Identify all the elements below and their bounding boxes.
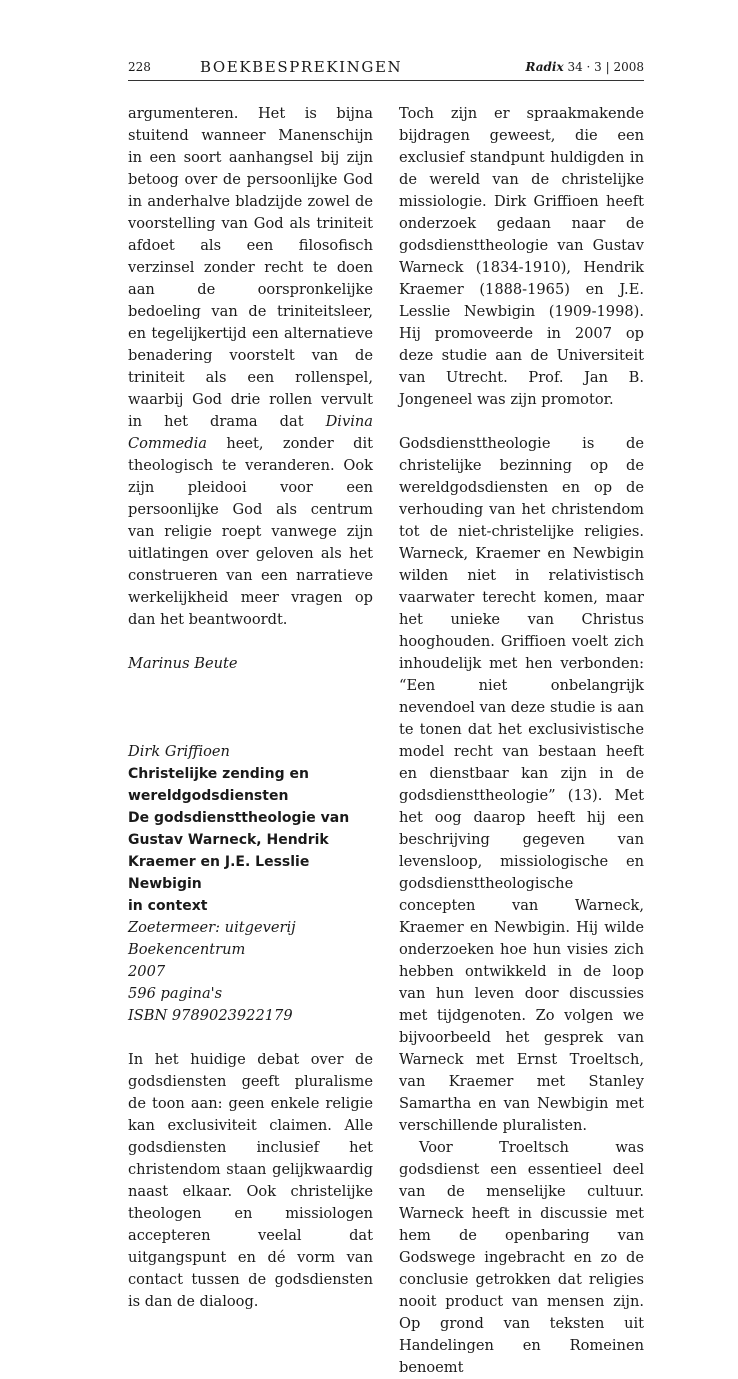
book-title-line: Christelijke zending en bbox=[128, 766, 309, 782]
left-column bbox=[128, 103, 373, 1313]
book-title-line: wereldgodsdiensten bbox=[128, 788, 289, 804]
section-gap bbox=[128, 675, 373, 741]
paragraph: Godsdiensttheologie is de christelijke bezinning op de wereldgodsdiensten en op de verhouding van het christendom tot de niet-christelijke religies. Warneck, Kraemer en Newbigin wilden niet in relativistisch vaarwater terecht komen, maar het unieke van Christus hooghouden. Griffioen voelt zich inhoudelijk met hen verbonden: “Een niet onbelangrijk nevendoel van deze studie is aan te tonen dat het exclusivistische model recht van bestaan heeft en dienstbaar kan zijn in de godsdiensttheologie” (13). Met het oog daarop heeft hij een beschrijving gegeven van levensloop, missiologische en godsdiensttheologische concepten van Warneck, Kraemer en Newbigin. Hij wilde onderzoeken hoe hun visies zich hebben ontwikkeld in de loop van hun leven door discussies met tijdgenoten. Zo volgen we bijvoorbeeld het gesprek van Warneck met Ernst Troeltsch, van Kraemer met Stanley Samartha en van Newbigin met verschillende pluralisten. bbox=[399, 435, 644, 1134]
continuation-end-text: heet, zonder dit theologisch te veranderen. Ook zijn pleidooi voor een persoonlijke God als centrum van religie roept vanwege zijn uitlatingen over geloven als het construeren van een narratieve werkelijkheid meer vragen op dan het beantwoordt. bbox=[128, 435, 373, 628]
book-pages: 596 pagina's bbox=[128, 985, 223, 1002]
paragraph: Toch zijn er spraakmakende bijdragen geweest, die een exclusief standpunt huldigden in de wereld van de christelijke missiologie. Dirk Griffioen heeft onderzoek gedaan naar de godsdiensttheologie van Gustav Warneck (1834-1910), Hendrik Kraemer (1888-1965) en J.E. Lesslie Newbigin (1909-1998). Hij promoveerde in 2007 op deze studie aan de Universiteit van Utrecht. Prof. Jan B. Jongeneel was zijn promotor. bbox=[399, 105, 644, 408]
book-isbn: ISBN 9789023922179 bbox=[128, 1007, 293, 1024]
book-title-line: De godsdiensttheologie van bbox=[128, 810, 350, 826]
book-author: Dirk Griffioen bbox=[128, 743, 230, 760]
book-publisher: Zoetermeer: uitgeverij Boekencentrum bbox=[128, 919, 296, 958]
book-title-line: Gustav Warneck, Hendrik bbox=[128, 832, 329, 848]
book-info bbox=[128, 741, 373, 1027]
work-title: Divina Commedia bbox=[128, 413, 373, 452]
reviewer-name: Marinus Beute bbox=[128, 655, 238, 672]
right-column bbox=[399, 103, 644, 1379]
book-year: 2007 bbox=[128, 963, 166, 980]
review-intro: In het huidige debat over de godsdiensten geeft pluralisme de toon aan: geen enkele religie kan exclusiviteit claimen. Alle godsdiensten inclusief het christendom staan gelijkwaardig naast elkaar. Ook christelijke theologen en missiologen accepteren veelal dat uitgangspunt en dé vorm van contact tussen de godsdiensten is dan de dialoog. bbox=[128, 1051, 373, 1310]
paragraph-gap bbox=[399, 411, 644, 433]
section-title: BOEKBESPREKINGEN bbox=[200, 58, 403, 76]
book-title-line: in context bbox=[128, 898, 208, 914]
book-title bbox=[128, 763, 373, 917]
journal-issue: 34 · 3 | 2008 bbox=[567, 60, 644, 74]
paragraph: Voor Troeltsch was godsdienst een essentieel deel van de menselijke cultuur. Warneck heeft in discussie met hem de openbaring van Godswege ingebracht en zo de conclusie getrokken dat religies nooit product van mensen zijn. Op grond van teksten uit Handelingen en Romeinen benoemt bbox=[399, 1139, 644, 1376]
review-continuation bbox=[128, 103, 373, 631]
journal-name: Radix bbox=[525, 60, 564, 74]
page-number: 228 bbox=[128, 60, 151, 74]
continuation-text: argumenteren. Het is bijna stuitend wanneer Manenschijn in een soort aanhangsel bij zijn betoog over de persoonlijke God in anderhalve bladzijde zowel de voorstelling van God als triniteit afdoet als een filosofisch verzinsel zonder recht te doen aan de oorspronkelijke bedoeling van de triniteitsleer, en tegelijkertijd een alternatieve benadering voorstelt van de triniteit als een rollenspel, waarbij God drie rollen vervult in het drama dat bbox=[128, 105, 373, 430]
journal-info bbox=[525, 60, 644, 74]
book-title-line: Kraemer en J.E. Lesslie Newbigin bbox=[128, 854, 310, 892]
running-header bbox=[128, 58, 644, 81]
